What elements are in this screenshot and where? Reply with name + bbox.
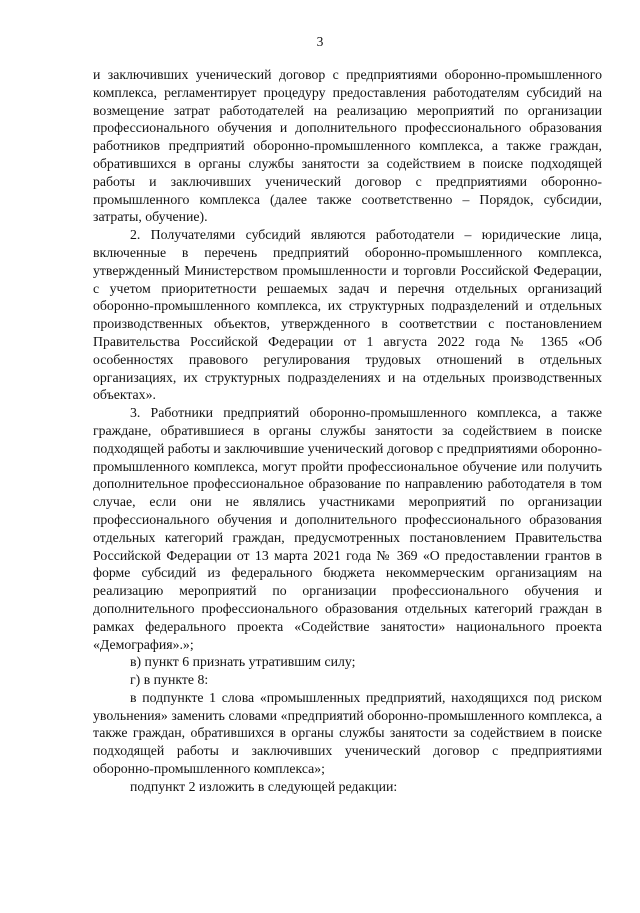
paragraph-subitem-v: в) пункт 6 признать утратившим силу;: [130, 654, 356, 670]
paragraph-subitem-g: г) в пункте 8:: [130, 672, 209, 688]
paragraph-subpoint-1: в подпункте 1 слова «промышленных предприятий, находящихся под риском увольнения» заменить словами «предприятий оборонно-промышленного комплекса, а также граждан, обратившихся в органы службы занятости за содействием в поиске подходящей работы и заключивших ученический договор с предприятиями оборонно-промышленного комплекса»;: [93, 689, 602, 777]
paragraph-item-3: 3. Работники предприятий оборонно-промышленного комплекса, а также граждане, обратившиеся в органы службы занятости за содействием в поиске подходящей работы и заключившие ученический договор с предприятиями оборонно-промышленного комплекса, могут пройти профессиональное обучение или получить дополнительное профессиональное образование по направлению работодателя в том случае, если они не являлись участниками мероприятий по организации профессионального обучения и дополнительного профессионального образования отдельных категорий граждан, предусмотренных постановлением Правительства Российской Федерации от 13 марта 2021 года № 369 «О предоставлении грантов в форме субсидий из федерального бюджета некоммерческим организациям на реализацию мероприятий по организации профессионального обучения и дополнительного профессионального образования отдельных категорий граждан в рамках федерального проекта «Содействие занятости» национального проекта «Демография».»;: [93, 405, 602, 652]
paragraph-procedure-continuation: и заключивших ученический договор с предприятиями оборонно-промышленного комплекса, регламентирует процедуру предоставления работодателям субсидий на возмещение затрат работодателей на реализацию мероприятий по организации профессионального обучения и дополнительного профессионального образования работников предприятий оборонно-промышленного комплекса, а также граждан, обратившихся в органы службы занятости за содействием в поиске подходящей работы и заключивших ученический договор с предприятиями оборонно-промышленного комплекса (далее также соответственно – Порядок, субсидии, затраты, обучение).: [93, 67, 602, 225]
document-body: [93, 66, 602, 796]
paragraph-subpoint-2: подпункт 2 изложить в следующей редакции:: [130, 778, 398, 794]
page-number: 3: [316, 34, 324, 49]
paragraph-item-2: 2. Получателями субсидий являются работодатели – юридические лица, включенные в перечень предприятий оборонно-промышленного комплекса, утвержденный Министерством промышленности и торговли Российской Федерации, с учетом приоритетности решаемых задач и перечня отдельных организаций оборонно-промышленного комплекса, их структурных подразделений и отдельных производственных объектов, утвержденного в соответствии с постановлением Правительства Российской Федерации от 1 августа 2022 года № 1365 «Об особенностях правового регулирования трудовых отношений в отдельных организациях, их структурных подразделениях и на отдельных производственных объектах».: [93, 227, 602, 403]
